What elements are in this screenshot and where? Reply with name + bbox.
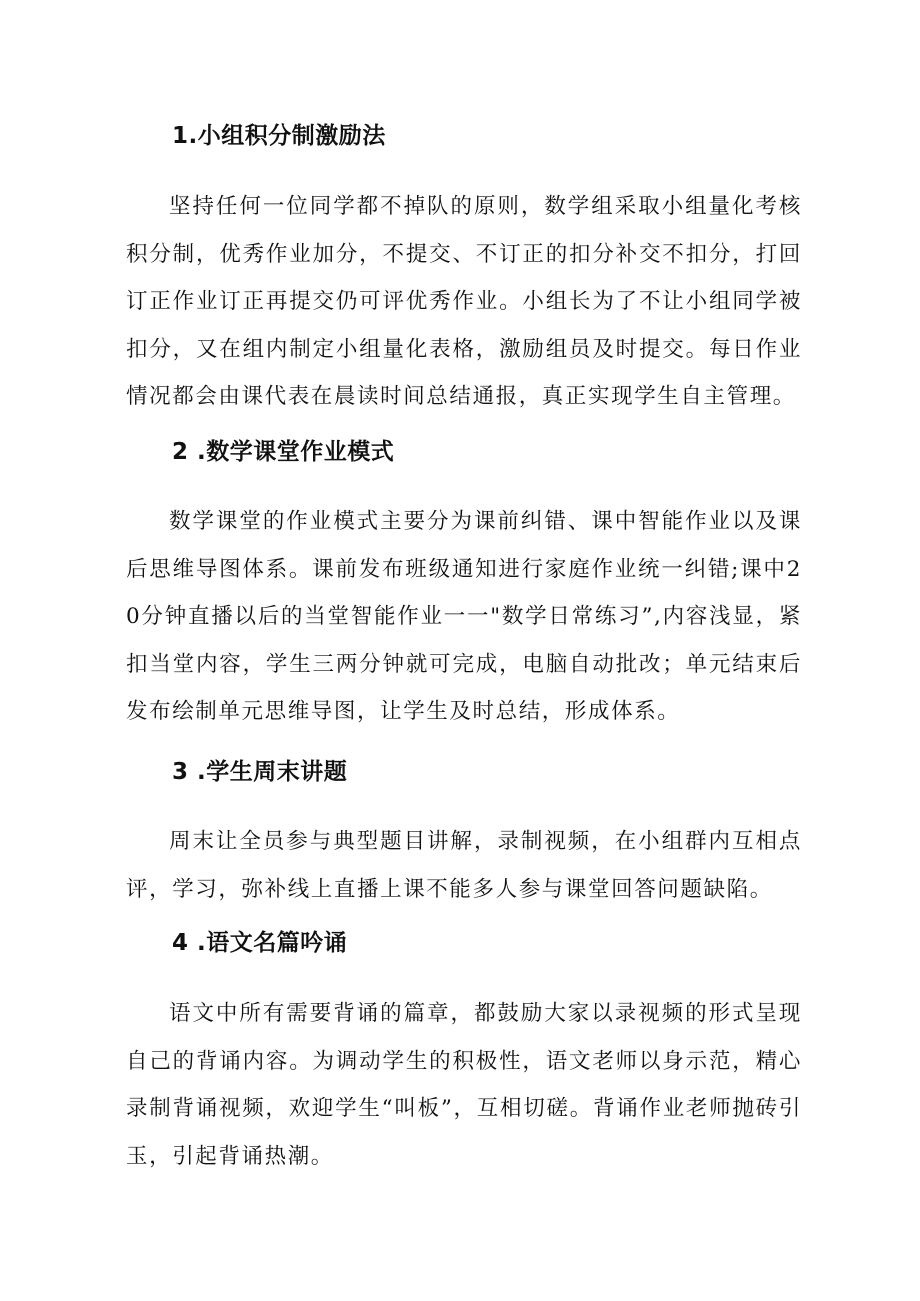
section-2-heading: 2 .数学课堂作业模式 [172,439,395,465]
section-2-body: 数学课堂的作业模式主要分为课前纠错、课中智能作业以及课后思维导图体系。课前发布班级通知进行家庭作业统一纠错;课中20分钟直播以后的当堂智能作业一一"数学日常练习”,内容浅显，紧扣当堂内容，学生三两分钟就可完成，电脑自动批改；单元结束后发布绘制单元思维导图，让学生及时总结，形成体系。 [126,509,802,725]
section-4-body: 语文中所有需要背诵的篇章，都鼓励大家以录视频的形式呈现自己的背诵内容。为调动学生的积极性，语文老师以身示范，精心录制背诵视频，欢迎学生“叫板”，互相切磋。背诵作业老师抛砖引玉，引起背诵热潮。 [126,1001,802,1169]
section-4-heading: 4 .语文名篇吟诵 [172,930,348,956]
section-3-heading: 3 .学生周末讲题 [172,759,348,785]
section-3-body: 周末让全员参与典型题目讲解，录制视频，在小组群内互相点评，学习，弥补线上直播上课不能多人参与课堂回答问题缺陷。 [126,829,802,902]
section-1-body: 坚持任何一位同学都不掉队的原则，数学组采取小组量化考核积分制，优秀作业加分，不提交、不订正的扣分补交不扣分，打回订正作业订正再提交仍可评优秀作业。小组长为了不让小组同学被扣分，又在组内制定小组量化表格，激励组员及时提交。每日作业情况都会由课代表在晨读时间总结通报，真正实现学生自主管理。 [126,194,802,410]
section-1-heading: 1.小组积分制激励法 [172,123,386,149]
